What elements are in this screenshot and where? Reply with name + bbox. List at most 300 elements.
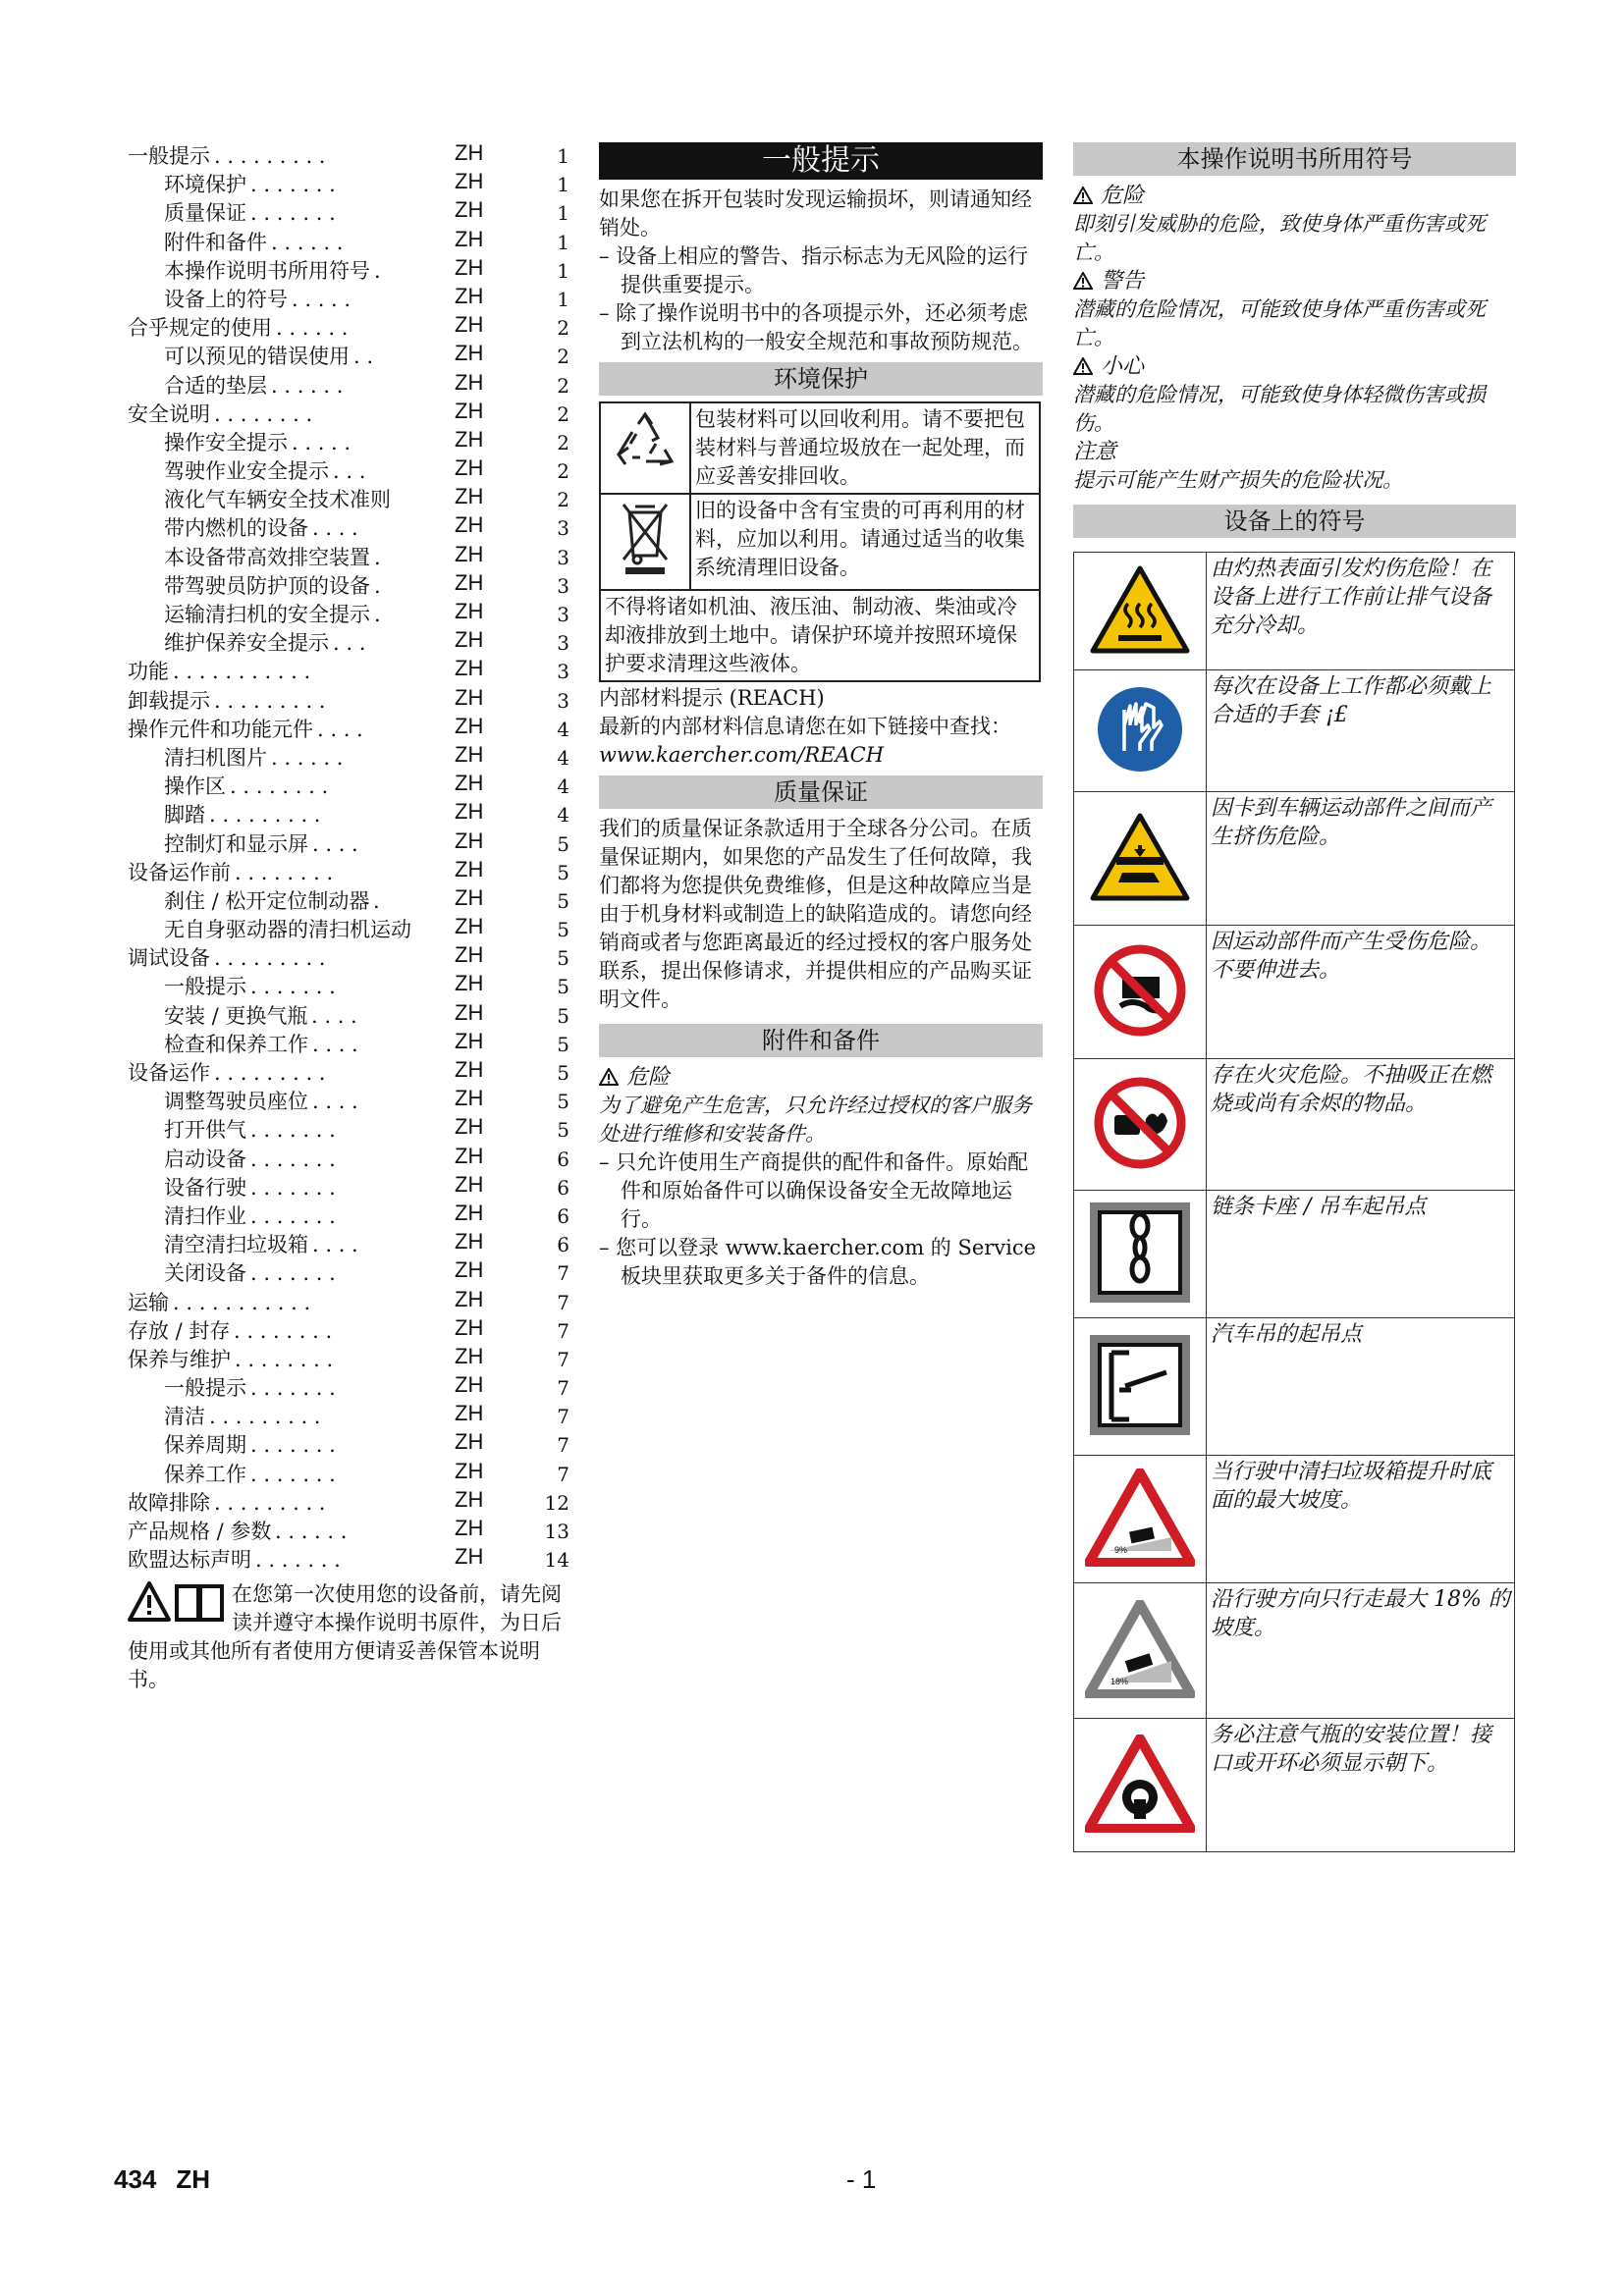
toc-entry-dots: . . . . . . . . . . . <box>173 1290 311 1314</box>
toc-entry[interactable] <box>128 1202 574 1231</box>
general-intro: 如果您在拆开包装时发现运输损坏，则请通知经销处。 <box>599 187 1032 240</box>
gloves-icon <box>1074 670 1207 792</box>
toc-entry-lang: ZH <box>455 226 484 251</box>
toc-entry-lang: ZH <box>455 1200 484 1225</box>
slope-18-label: 18% <box>1110 1676 1129 1686</box>
toc-entry-page: 2 <box>557 316 569 341</box>
toc-entry-page: 5 <box>557 1061 569 1085</box>
toc-entry-page: 1 <box>557 258 569 283</box>
toc-entry-title: 一般提示 <box>164 1376 246 1401</box>
toc-entry-title: 打开供气 <box>164 1118 246 1143</box>
accessories-danger-label <box>599 1063 1043 1092</box>
toc-entry-page: 7 <box>557 1376 569 1401</box>
warning-word: 警告 <box>1101 269 1145 294</box>
toc-entry-lang: ZH <box>455 828 484 853</box>
toc-entry-dots: . . . . . . . <box>250 1175 336 1200</box>
toc-entry[interactable] <box>128 773 574 801</box>
read-manual-icon <box>128 1580 226 1624</box>
toc-entry-page: 4 <box>557 803 569 828</box>
toc-entry-lang: ZH <box>455 1229 484 1255</box>
toc-entry-title: 环境保护 <box>164 173 246 197</box>
toc-entry[interactable] <box>128 199 574 228</box>
toc-entry[interactable] <box>128 1546 574 1575</box>
toc-entry-lang: ZH <box>455 426 484 452</box>
toc-entry-page: 5 <box>557 918 569 942</box>
read-manual-text: 在您第一次使用您的设备前，请先阅读并遵守本操作说明书原件，为日后使用或其他所有者使用方便请妥善保管本说明书。 <box>128 1582 562 1692</box>
device-symbols-table <box>1073 552 1515 1852</box>
toc-entry-lang: ZH <box>455 484 484 509</box>
toc-entry[interactable] <box>128 142 574 171</box>
toc-entry-lang: ZH <box>455 656 484 681</box>
toc-entry[interactable] <box>128 999 574 1031</box>
toc-entry-page: 5 <box>557 1090 569 1114</box>
toc-entry-dots: . . . . . . . . <box>235 860 334 884</box>
toc-entry-page: 7 <box>557 1261 569 1286</box>
toc-entry-dots: . . . . . . . <box>255 1548 341 1573</box>
toc-entry-page: 1 <box>557 287 569 311</box>
footer-center-page: - 1 <box>846 2164 877 2194</box>
weee-bin-icon <box>600 494 690 590</box>
general-bullet-2: – 除了操作说明书中的各项提示外，还必须考虑到立法机构的一般安全规范和事故预防规范。 <box>599 301 1033 353</box>
toc-entry-dots: . . . . . . . . . . . <box>173 660 311 684</box>
toc-entry-dots: . . . . . . <box>271 745 344 770</box>
symbol-text-9: 沿行驶方向只行走最大 18% 的坡度。 <box>1207 1583 1515 1719</box>
toc-entry-lang: ZH <box>455 541 484 566</box>
toc-entry-page: 5 <box>557 975 569 999</box>
toc-entry-lang: ZH <box>455 599 484 623</box>
symbol-text-7: 汽车吊的起吊点 <box>1207 1318 1515 1456</box>
accessories-bullet-2: – 您可以登录 www.kaercher.com 的 Service 板块里获取更多关于备件的信息。 <box>599 1236 1037 1288</box>
env-heading: 环境保护 <box>599 362 1043 396</box>
toc-entry-dots: . . . . . . . <box>250 1147 336 1171</box>
toc-entry-lang: ZH <box>455 1544 484 1570</box>
toc-entry[interactable] <box>128 1116 574 1145</box>
toc-entry[interactable] <box>128 314 574 343</box>
toc-entry-page: 14 <box>544 1548 569 1573</box>
toc-entry-page: 2 <box>557 401 569 426</box>
toc-entry[interactable] <box>128 713 574 744</box>
toc-entry-lang: ZH <box>455 799 484 825</box>
note-label: 注意 <box>1073 440 1117 464</box>
toc-entry-title: 启动设备 <box>164 1147 246 1171</box>
toc-entry-lang: ZH <box>455 140 484 165</box>
toc-entry[interactable] <box>128 1028 574 1059</box>
toc-entry-page: 3 <box>557 631 569 656</box>
toc-entry-title: 附件和备件 <box>164 230 267 254</box>
reach-link[interactable]: www.kaercher.com/REACH <box>599 743 885 767</box>
toc-entry-page: 5 <box>557 1032 569 1056</box>
toc-entry[interactable] <box>128 541 574 572</box>
toc-entry[interactable] <box>128 1171 574 1202</box>
toc-entry-page: 1 <box>557 144 569 168</box>
warning-triangle-icon <box>1073 187 1093 204</box>
toc-entry-dots: . . . . . . . <box>250 201 336 226</box>
toc-entry-lang: ZH <box>455 914 484 939</box>
toc-entry-lang: ZH <box>455 1286 484 1311</box>
toc-entry-lang: ZH <box>455 713 484 738</box>
toc-entry-dots: . . . . . . <box>276 316 349 341</box>
toc-entry-page: 1 <box>557 173 569 197</box>
toc-entry-dots: . . . . . . . <box>250 975 336 999</box>
toc-entry-lang: ZH <box>455 999 484 1025</box>
danger-label <box>1073 182 1516 210</box>
toc-entry-lang: ZH <box>455 942 484 968</box>
toc-entry-lang: ZH <box>455 1086 484 1111</box>
toc-entry-dots: . . . . . . . . <box>234 1318 333 1343</box>
toc-entry-title: 保养周期 <box>164 1433 246 1458</box>
slope-9-label: 9% <box>1114 1544 1128 1555</box>
caution-label <box>1073 352 1516 381</box>
toc-entry-dots: . . . . <box>317 717 363 741</box>
toc-entry[interactable] <box>128 1343 574 1374</box>
toc-entry-dots: . . . . <box>311 1003 357 1028</box>
toc-entry[interactable] <box>128 226 574 257</box>
toc-entry[interactable] <box>128 369 574 400</box>
general-heading: 一般提示 <box>599 142 1043 180</box>
symbol-text-10: 务必注意气瓶的安装位置！接口或开环必须显示朝下。 <box>1207 1719 1515 1852</box>
toc-entry[interactable] <box>128 1059 574 1088</box>
symbol-text-1: 由灼热表面引发灼伤危险！在设备上进行工作前让排气设备充分冷却。 <box>1207 553 1515 670</box>
toc-entry-lang: ZH <box>455 283 484 308</box>
toc-entry-dots: . . . . . . . <box>250 173 336 197</box>
toc-entry[interactable] <box>128 884 574 916</box>
toc-entry-title: 故障排除 <box>128 1490 210 1515</box>
env-row-1-text: 包装材料可以回收利用。请不要把包装材料与普通垃圾放在一起处理，而应妥善安排回收。 <box>690 402 1040 494</box>
quality-heading: 质量保证 <box>599 775 1043 809</box>
toc-entry-page: 3 <box>557 545 569 569</box>
toc-entry-lang: ZH <box>455 197 484 223</box>
footer-page-label <box>114 2164 230 2195</box>
toc-entry-page: 2 <box>557 488 569 512</box>
toc-entry-dots: . . . <box>333 459 366 484</box>
footer-page-number: 434 <box>114 2164 157 2194</box>
toc-entry-title: 带驾驶员防护顶的设备 <box>164 573 370 598</box>
toc-entry-dots: . . . . . . . . <box>214 401 313 426</box>
toc-entry-lang: ZH <box>455 312 484 338</box>
caution-text: 潜藏的危险情况，可能致使身体轻微伤害或损伤。 <box>1073 383 1486 435</box>
toc-entry-lang: ZH <box>455 1314 484 1340</box>
accessories-bullet-1: – 只允许使用生产商提供的配件和备件。原始配件和原始备件可以确保设备安全无故障地运行。 <box>599 1150 1029 1231</box>
toc-entry-page: 6 <box>557 1233 569 1257</box>
toc-entry-lang: ZH <box>455 512 484 538</box>
toc-entry-page: 3 <box>557 660 569 684</box>
toc-entry[interactable] <box>128 1286 574 1317</box>
toc-entry-title: 设备行驶 <box>164 1175 246 1200</box>
toc-entry[interactable] <box>128 569 574 601</box>
table-of-contents <box>128 142 574 1694</box>
toc-entry[interactable] <box>128 1231 574 1259</box>
toc-entry-dots: . . . . <box>312 1233 358 1257</box>
toc-entry-lang: ZH <box>455 369 484 395</box>
toc-entry-title: 液化气车辆安全技术准则 <box>164 488 391 512</box>
toc-entry-title: 设备上的符号 <box>164 287 288 311</box>
toc-entry[interactable] <box>128 684 574 716</box>
toc-entry-page: 5 <box>557 888 569 913</box>
toc-entry-title: 欧盟达标声明 <box>128 1548 251 1573</box>
toc-entry-page: 12 <box>544 1490 569 1515</box>
toc-entry-page: 6 <box>557 1147 569 1171</box>
toc-entry-page: 7 <box>557 1405 569 1429</box>
toc-entry-dots: . <box>374 573 381 598</box>
toc-entry-title: 脚踏 <box>164 803 205 828</box>
toc-entry[interactable] <box>128 457 574 486</box>
toc-entry-lang: ZH <box>455 1516 484 1540</box>
toc-entry-title: 安全说明 <box>128 401 210 426</box>
toc-entry-title: 刹住 / 松开定位制动器 <box>164 888 370 913</box>
toc-entry[interactable] <box>128 343 574 371</box>
symbol-text-3: 因卡到车辆运动部件之间而产生挤伤危险。 <box>1207 792 1515 926</box>
toc-entry-title: 保养工作 <box>164 1462 246 1486</box>
toc-entry-dots: . . . . <box>312 1032 358 1056</box>
toc-entry-title: 带内燃机的设备 <box>164 516 308 541</box>
toc-entry-page: 5 <box>557 946 569 971</box>
general-bullet-1: – 设备上相应的警告、指示标志为无风险的运行提供重要提示。 <box>599 244 1029 296</box>
toc-entry-lang: ZH <box>455 684 484 710</box>
accessories-heading: 附件和备件 <box>599 1024 1043 1057</box>
toc-entry-lang: ZH <box>455 884 484 910</box>
toc-entry-dots: . . . . <box>312 831 358 856</box>
toc-entry[interactable] <box>128 171 574 199</box>
toc-entry[interactable] <box>128 1259 574 1288</box>
toc-entry-dots: . . . . . <box>292 287 352 311</box>
toc-entry-lang: ZH <box>455 627 484 653</box>
toc-entry-lang: ZH <box>455 254 484 280</box>
no-burning-icon <box>1074 1059 1207 1191</box>
toc-entry-title: 功能 <box>128 660 169 684</box>
toc-entry-title: 清洁 <box>164 1405 205 1429</box>
toc-entry-page: 2 <box>557 430 569 454</box>
toc-entry-page: 7 <box>557 1433 569 1458</box>
danger-word: 危险 <box>1101 184 1145 208</box>
toc-entry-dots: . <box>374 258 381 283</box>
device-symbols-heading: 设备上的符号 <box>1073 505 1516 538</box>
toc-entry-title: 本操作说明书所用符号 <box>164 258 370 283</box>
right-column <box>1073 142 1516 1852</box>
quality-text: 我们的质量保证条款适用于全球各分公司。在质量保证期内，如果您的产品发生了任何故障，我们都将为您提供免费维修，但是这种故障应当是由于机身材料或制造上的缺陷造成的。请您向经销商或者与您距离最近的经过授权的客户服务处联系，提出保修请求，并提供相应的产品购买证明文件。 <box>599 817 1032 1011</box>
accessories-danger-word: 危险 <box>626 1065 671 1090</box>
crush-hand-icon <box>1074 792 1207 926</box>
toc-entry-title: 存放 / 封存 <box>128 1318 231 1343</box>
toc-entry-title: 操作安全提示 <box>164 430 288 454</box>
accessories-danger-text: 为了避免产生危害，只允许经过授权的客户服务处进行维修和安装备件。 <box>599 1094 1032 1146</box>
toc-entry[interactable] <box>128 1314 574 1346</box>
toc-entry[interactable] <box>128 1518 574 1546</box>
toc-entry[interactable] <box>128 830 574 859</box>
toc-entry-page: 6 <box>557 1203 569 1228</box>
toc-entry-page: 3 <box>557 688 569 713</box>
jack-icon <box>1074 1318 1207 1456</box>
toc-entry-title: 合适的垫层 <box>164 373 267 398</box>
toc-entry-page: 3 <box>557 516 569 541</box>
toc-entry-page: 3 <box>557 573 569 598</box>
toc-entry-title: 清扫作业 <box>164 1203 246 1228</box>
toc-entry[interactable] <box>128 1486 574 1518</box>
toc-entry-page: 13 <box>544 1520 569 1543</box>
toc-entry-page: 5 <box>557 1118 569 1143</box>
toc-entry-lang: ZH <box>455 1143 484 1168</box>
toc-entry-title: 维护保养安全提示 <box>164 631 329 656</box>
toc-entry-title: 运输清扫机的安全提示 <box>164 603 370 626</box>
gas-bottle-icon <box>1074 1719 1207 1852</box>
toc-entry-dots: . . . . . <box>292 430 352 454</box>
toc-entry-lang: ZH <box>455 1114 484 1140</box>
toc-entry-lang: ZH <box>455 771 484 796</box>
toc-entry[interactable] <box>128 1431 574 1460</box>
symbol-text-8: 当行驶中清扫垃圾箱提升时底面的最大坡度。 <box>1207 1456 1515 1583</box>
manual-symbols-heading: 本操作说明书所用符号 <box>1073 142 1516 176</box>
warning-triangle-icon <box>599 1068 619 1086</box>
toc-entry-page: 6 <box>557 1175 569 1200</box>
warning-triangle-icon <box>1073 357 1093 375</box>
toc-entry[interactable] <box>128 1374 574 1403</box>
toc-entry-page: 2 <box>557 345 569 369</box>
toc-entry-dots: . . . . . . . <box>250 1118 336 1143</box>
warning-label <box>1073 267 1516 295</box>
toc-entry-lang: ZH <box>455 1372 484 1398</box>
toc-entry-dots: . . . . . . . . <box>230 774 329 799</box>
toc-entry[interactable] <box>128 741 574 773</box>
toc-entry-title: 调试设备 <box>128 946 210 971</box>
toc-entry-lang: ZH <box>455 856 484 881</box>
toc-entry-title: 控制灯和显示屏 <box>164 831 308 856</box>
middle-column <box>599 142 1043 1291</box>
toc-entry-title: 无自身驱动器的清扫机运动 <box>164 918 411 942</box>
toc-entry-dots: . . . . . . <box>271 373 344 398</box>
toc-entry[interactable] <box>128 400 574 429</box>
toc-entry-dots: . . . . . . . . . <box>214 1490 326 1515</box>
toc-entry[interactable] <box>128 856 574 887</box>
toc-entry-title: 一般提示 <box>164 975 246 999</box>
toc-entry[interactable] <box>128 658 574 686</box>
warning-triangle-icon <box>1073 272 1093 290</box>
note-text: 提示可能产生财产损失的危险状况。 <box>1073 468 1403 492</box>
toc-entry-dots: . . . . <box>312 1090 358 1114</box>
toc-entry[interactable] <box>128 973 574 1001</box>
toc-entry-title: 调整驾驶员座位 <box>164 1090 308 1114</box>
slope-18-icon <box>1074 1583 1207 1719</box>
toc-entry-title: 操作区 <box>164 774 226 799</box>
toc-entry-lang: ZH <box>455 971 484 996</box>
toc-entry[interactable] <box>128 1088 574 1116</box>
toc-entry-title: 安装 / 更换气瓶 <box>164 1003 308 1028</box>
toc-entry-page: 1 <box>557 230 569 254</box>
toc-entry-title: 质量保证 <box>164 201 246 226</box>
toc-entry[interactable] <box>128 601 574 629</box>
toc-entry-dots: . . . . . . . . . <box>214 144 326 168</box>
toc-entry-title: 产品规格 / 参数 <box>128 1520 272 1543</box>
toc-entry-lang: ZH <box>455 1401 484 1426</box>
toc-entry-dots: . . . . . . . . . <box>214 688 326 713</box>
toc-entry-lang: ZH <box>455 1458 484 1483</box>
toc-entry-page: 4 <box>557 717 569 741</box>
toc-entry-page: 7 <box>557 1290 569 1314</box>
toc-entry-title: 运输 <box>128 1290 169 1314</box>
toc-entry-dots: . . . . . . . . . <box>214 1061 326 1085</box>
toc-entry-lang: ZH <box>455 1429 484 1455</box>
env-row-3-text: 不得将诸如机油、液压油、制动液、柴油或冷却液排放到土地中。请保护环境并按照环境保护要求清理这些液体。 <box>600 590 1040 681</box>
toc-entry-title: 卸载提示 <box>128 688 210 713</box>
toc-entry-dots: . <box>374 603 381 626</box>
toc-entry-dots: . . . . . . . <box>250 1376 336 1401</box>
env-table <box>599 401 1041 682</box>
toc-entry-title: 清扫机图片 <box>164 745 267 770</box>
toc-entry-dots: . . . . . . <box>275 1520 348 1543</box>
toc-entry-page: 5 <box>557 1003 569 1028</box>
reach-text: 最新的内部材料信息请您在如下链接中查找： <box>599 715 1011 738</box>
toc-entry-title: 本设备带高效排空装置 <box>164 545 370 569</box>
toc-entry[interactable] <box>128 514 574 543</box>
toc-entry-title: 操作元件和功能元件 <box>128 717 313 741</box>
toc-entry-title: 清空清扫垃圾箱 <box>164 1233 308 1257</box>
toc-entry-lang: ZH <box>455 1057 484 1082</box>
toc-entry-lang: ZH <box>455 398 484 423</box>
toc-entry-title: 驾驶作业安全提示 <box>164 459 329 484</box>
toc-entry-title: 设备运作 <box>128 1061 210 1085</box>
toc-entry-dots: . . . . . . . <box>250 1261 336 1286</box>
toc-entry-dots: . . <box>353 345 374 369</box>
toc-entry-lang: ZH <box>455 169 484 194</box>
reach-title: 内部材料提示 (REACH) <box>599 686 825 710</box>
toc-entry-title: 设备运作前 <box>128 860 231 884</box>
toc-entry-title: 合乎规定的使用 <box>128 316 272 341</box>
toc-entry[interactable] <box>128 1403 574 1431</box>
toc-entry-lang: ZH <box>455 1257 484 1283</box>
toc-entry-page: 2 <box>557 459 569 484</box>
toc-entry-page: 7 <box>557 1318 569 1343</box>
toc-entry-title: 一般提示 <box>128 144 210 168</box>
toc-entry-page: 5 <box>557 831 569 856</box>
toc-entry-title: 关闭设备 <box>164 1261 246 1286</box>
toc-entry-dots: . . . . . . . <box>250 1462 336 1486</box>
toc-entry[interactable] <box>128 916 574 944</box>
toc-entry-page: 5 <box>557 860 569 884</box>
toc-entry[interactable] <box>128 629 574 658</box>
toc-entry-dots: . <box>373 888 380 913</box>
symbol-text-2: 每次在设备上工作都必须戴上合适的手套 ¡£ <box>1207 670 1515 792</box>
toc-entry[interactable] <box>128 426 574 457</box>
toc-entry[interactable] <box>128 1458 574 1489</box>
toc-entry-dots: . . . <box>333 631 366 656</box>
toc-entry-dots: . . . . . . . . . <box>209 803 321 828</box>
toc-entry-page: 4 <box>557 745 569 770</box>
toc-entry-dots: . . . . . . . <box>250 1433 336 1458</box>
warning-text: 潜藏的危险情况，可能致使身体严重伤害或死亡。 <box>1073 297 1486 349</box>
toc-entry[interactable] <box>128 283 574 314</box>
toc-entry-lang: ZH <box>455 455 484 481</box>
caution-word: 小心 <box>1101 354 1145 379</box>
toc-entry-dots: . <box>374 545 381 569</box>
footer-lang: ZH <box>176 2164 211 2194</box>
toc-entry-title: 检查和保养工作 <box>164 1032 308 1056</box>
toc-entry-dots: . . . . . . . . . <box>209 1405 321 1429</box>
toc-entry-dots: . . . . <box>312 516 358 541</box>
symbol-text-5: 存在火灾危险。不抽吸正在燃烧或尚有余烬的物品。 <box>1207 1059 1515 1191</box>
toc-entry-lang: ZH <box>455 1171 484 1197</box>
toc-entry-page: 4 <box>557 774 569 799</box>
toc-entry[interactable] <box>128 254 574 286</box>
toc-entry-page: 7 <box>557 1462 569 1486</box>
slope-9-icon <box>1074 1456 1207 1583</box>
toc-entry[interactable] <box>128 801 574 829</box>
toc-entry[interactable] <box>128 486 574 514</box>
toc-entry[interactable] <box>128 944 574 973</box>
recycle-icon <box>600 402 690 494</box>
toc-entry[interactable] <box>128 1143 574 1174</box>
toc-entry-dots: . . . . . . . . <box>235 1347 334 1371</box>
read-manual-note <box>128 1580 574 1694</box>
symbol-text-6: 链条卡座 / 吊车起吊点 <box>1207 1191 1515 1318</box>
toc-entry-lang: ZH <box>455 1028 484 1053</box>
